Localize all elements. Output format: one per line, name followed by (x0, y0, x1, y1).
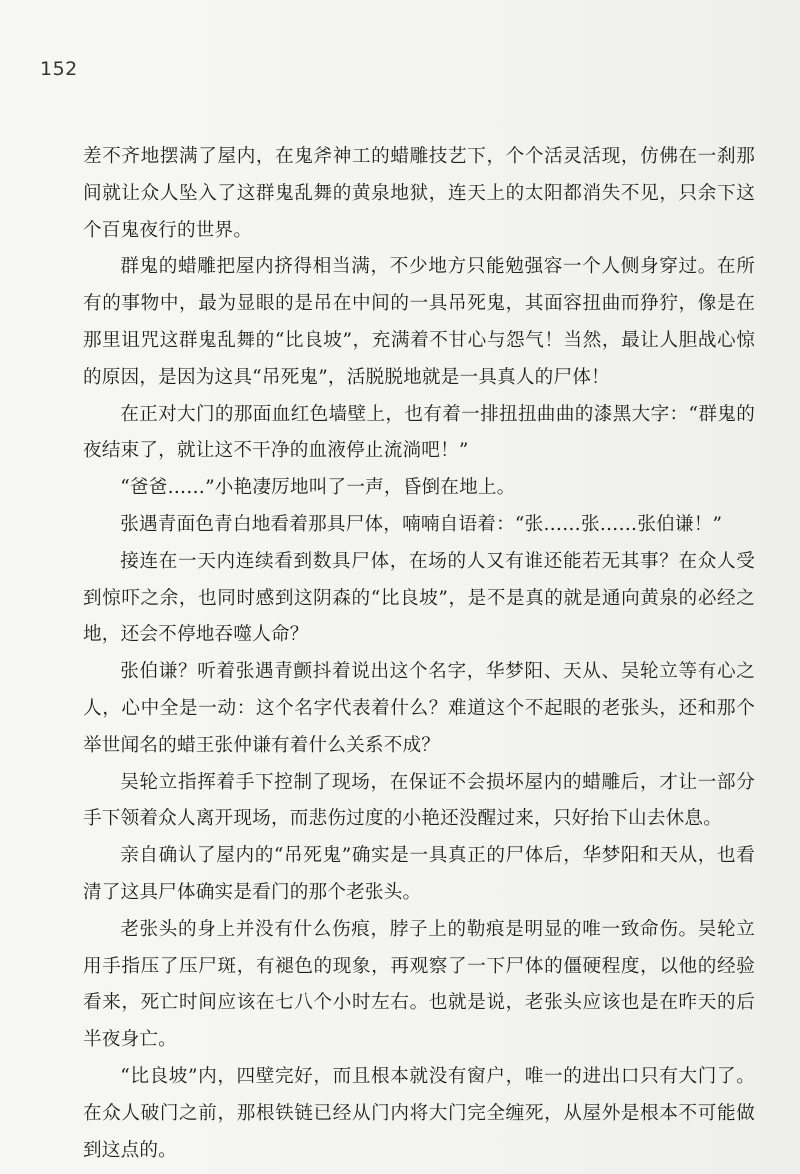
paragraph: “爸爸……”小艳凄厉地叫了一声，昏倒在地上。 (120, 477, 516, 499)
page-number: 152 (40, 58, 78, 80)
paragraph: 张伯谦？听着张遇青颤抖着说出这个名字，华梦阳、天从、吴轮立等有心之人，心中全是一动：这个名字代表着什么？难道这个不起眼的老张头，还和那个举世闻名的蜡王张仲谦有着什么关系不成？ (83, 661, 755, 756)
paragraph: 接连在一天内连续看到数具尸体，在场的人又有谁还能若无其事？在众人受到惊吓之余，也同时感到这阴森的“比良坡”，是不是真的就是通向黄泉的必经之地，还会不停地吞噬人命？ (83, 550, 755, 646)
paragraph: 张遇青面色青白地看着那具尸体，喃喃自语着：“张……张……张伯谦！” (120, 513, 723, 535)
paragraph: 在正对大门的那面血红色墙壁上，也有着一排扭扭曲曲的漆黑大字：“群鬼的夜结束了，就让这不干净的血液停止流淌吧！” (83, 403, 755, 462)
paragraph: 吴轮立指挥着手下控制了现场，在保证不会损坏屋内的蜡雕后，才让一部分手下领着众人离开现场，而悲伤过度的小艳还没醒过来，只好抬下山去休息。 (83, 771, 755, 830)
paragraph: 老张头的身上并没有什么伤痕，脖子上的勒痕是明显的唯一致命伤。吴轮立用手指压了压尸斑，有褪色的现象，再观察了一下尸体的僵硬程度，以他的经验看来，死亡时间应该在七八个小时左右。也就是说，老张头应该也是在昨天的后半夜身亡。 (83, 918, 755, 1051)
paragraph: “比良坡”内，四壁完好，而且根本就没有窗户，唯一的进出口只有大门了。在众人破门之前，那根铁链已经从门内将大门完全缠死，从屋外是根本不可能做到这点的。 (83, 1065, 755, 1161)
paragraph: 差不齐地摆满了屋内，在鬼斧神工的蜡雕技艺下，个个活灵活现，仿佛在一刹那间就让众人坠入了这群鬼乱舞的黄泉地狱，连天上的太阳都消失不见，只余下这个百鬼夜行的世界。 (83, 146, 755, 241)
paragraph: 群鬼的蜡雕把屋内挤得相当满，不少地方只能勉强容一个人侧身穿过。在所有的事物中，最为显眼的是吊在中间的一具吊死鬼，其面容扭曲而狰狞，像是在那里诅咒这群鬼乱舞的“比良坡”，充满着不甘心与怨气！当然，最让人胆战心惊的原因，是因为这具“吊死鬼”，活脱脱地就是一具真人的尸体！ (83, 256, 755, 388)
body-text (83, 139, 755, 1169)
paragraph: 亲自确认了屋内的“吊死鬼”确实是一具真正的尸体后，华梦阳和天从，也看清了这具尸体确实是看门的那个老张头。 (83, 845, 755, 903)
